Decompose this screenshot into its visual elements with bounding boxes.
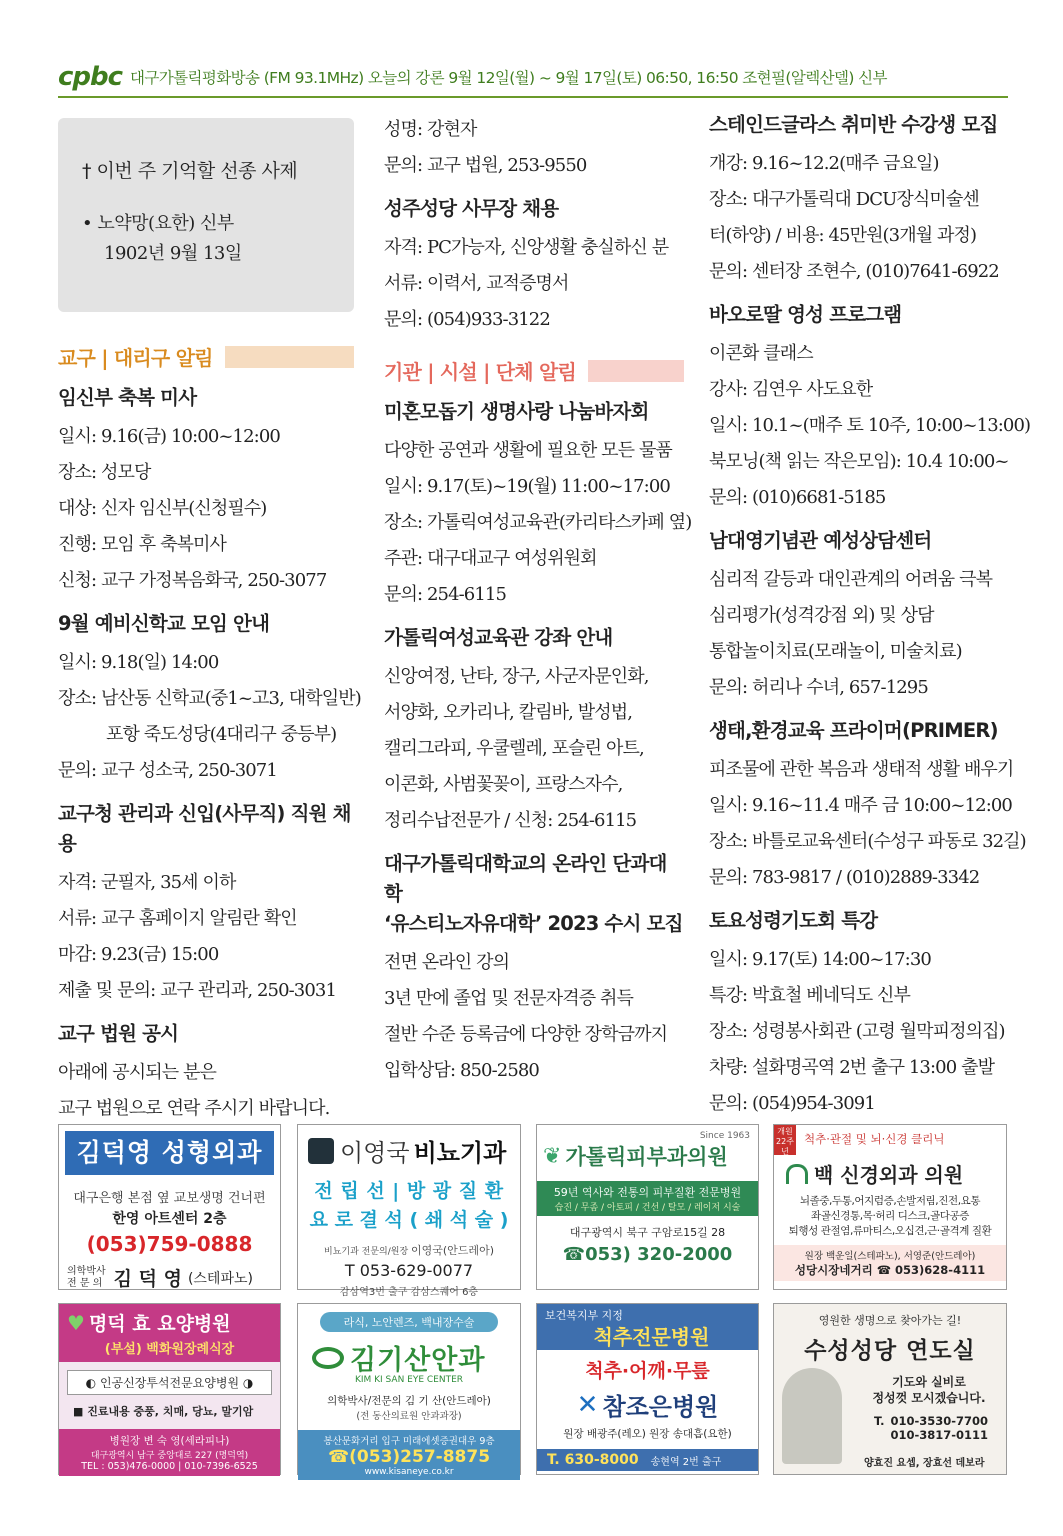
notice-line: 문의: (054)933-3122: [384, 309, 550, 330]
ad-title: 김기산안과: [350, 1345, 486, 1376]
notice-item: [58, 1019, 354, 1127]
notice-line: 아래에 공시되는 분은: [58, 1062, 217, 1083]
ad-phone: T 053-629-0077: [344, 1261, 474, 1280]
notice-line: 일시: 9.17(토) 14:00~17:30: [709, 949, 931, 970]
ad-since: Since 1963: [699, 1131, 750, 1141]
section-bar: [588, 360, 684, 382]
ad-doctor-name: 원장 배광주(레오) 원장 송대흡(요한): [563, 1428, 732, 1440]
notice-line: 입학상담: 850-2580: [384, 1060, 539, 1081]
notice-line: 문의: (010)6681-5185: [709, 487, 886, 508]
ad-line: 전 립 선 | 방 광 질 환: [314, 1180, 504, 1202]
ad-line: (전 동산의료원 안과과장): [356, 1411, 462, 1422]
ad-contact-names: 양효진 요셉, 장효선 데보라: [864, 1458, 985, 1469]
ad-doctor-saint: (스테파노): [187, 1270, 253, 1287]
heart-logo-icon: ♥: [67, 1310, 85, 1335]
memorial-title: † 이번 주 기억할 선종 사제: [82, 160, 298, 182]
notice-line: 이콘화 클래스: [709, 343, 813, 364]
notice-line: 정리수납전문가 / 신청: 254-6115: [384, 810, 637, 831]
notice-line: 캘리그라피, 우쿨렐레, 포슬린 아트,: [384, 738, 644, 759]
notice-line: 자격: PC가능자, 신앙생활 충실하신 분: [384, 237, 669, 258]
notice-line: 개강: 9.16~12.2(매주 금요일): [709, 153, 939, 174]
notice-line: 성명: 강현자: [384, 119, 477, 140]
notice-item: [384, 849, 684, 1089]
ad-doctor-name: 김 덕 영: [113, 1268, 182, 1290]
ad-line: 정성껏 모시겠습니다.: [872, 1391, 986, 1405]
notice-line: 장소: 가톨릭여성교육관(카리타스카페 옆): [384, 512, 692, 533]
notice-line: 장소: 성모당: [58, 462, 151, 483]
ad-line: 좌골신경통,목·허리 디스크,골다공증: [811, 1210, 969, 1222]
notice-line: 일시: 10.1~(매주 토 10주, 10:00~13:00): [709, 415, 1031, 436]
ad-line: 기도와 실비로: [892, 1375, 966, 1389]
notice-line: 문의: 교구 법원, 253-9550: [384, 155, 587, 176]
notice-line: 장소: 대구가톨릭대 DCU장식미술센: [709, 189, 979, 210]
ad-line: 뇌졸중,두통,어지럼증,손발저림,진전,요통: [799, 1195, 981, 1207]
notice-item: [384, 397, 692, 613]
ad-title: 김덕영 성형외과: [65, 1131, 274, 1175]
ad-tagline: 보건복지부 지정: [545, 1309, 623, 1322]
notice-line: 서양화, 오카리나, 칼림바, 발성법,: [384, 702, 633, 723]
notice-title: 바오로딸 영성 프로그램: [709, 303, 902, 326]
notice-item: [58, 609, 361, 789]
notice-line: 절반 수준 등록금에 다양한 장학금까지: [384, 1024, 668, 1045]
ad-kim-plastic-surgery[interactable]: [58, 1124, 281, 1290]
notice-item: [709, 300, 1031, 516]
notice-line: 다양한 공연과 생활에 필요한 모든 물품: [384, 440, 672, 461]
notice-title: 교구청 관리과 신입(사무직) 직원 채용: [58, 802, 351, 855]
column-diocese: [58, 112, 361, 1127]
ad-doctor-name: 이영국(안드레아): [411, 1244, 494, 1257]
ad-banner-sub: 습진 / 무좀 / 아토피 / 건선 / 탈모 / 레이저 시술: [554, 1203, 741, 1213]
notice-line: 장소: 성령봉사회관 (고령 월막피정의집): [709, 1021, 1005, 1042]
notice-item: [58, 383, 354, 599]
notice-line: 포항 죽도성당(4대리구 중등부): [106, 724, 337, 745]
notice-line: 문의: 교구 성소국, 250-3071: [58, 760, 277, 781]
section-header-organizations: [384, 356, 684, 385]
ad-caption: 전 문 의: [67, 1277, 103, 1289]
ad-catholic-dermatology[interactable]: [536, 1124, 759, 1290]
notice-line: 특강: 박효철 베네딕도 신부: [709, 985, 910, 1006]
ad-address: 대구광역시 북구 구암로15길 28: [569, 1226, 726, 1239]
notice-item: [709, 716, 1026, 896]
ad-address: 봉산문화거리 입구 미래에셋증권대우 9층: [323, 1436, 495, 1447]
notice-line: 심리적 갈등과 대인관계의 어려움 극복: [709, 569, 993, 590]
section-label: 기관 | 시설 | 단체 알림: [384, 360, 576, 384]
hospital-logo-icon: ✕: [576, 1389, 599, 1420]
notice-title: 남대영기념관 예성상담센터: [709, 529, 932, 552]
notice-item: [384, 623, 684, 839]
ad-caption: 의학박사: [67, 1265, 106, 1277]
notice-title: 미혼모돕기 생명사랑 나눔바자회: [384, 400, 649, 423]
notice-line: 터(하양) / 비용: 45만원(3개월 과정): [709, 225, 977, 246]
column-organizations-2: [709, 108, 1031, 1122]
ad-address: 대구광역시 남구 중앙대로 227 (명덕역): [90, 1451, 249, 1461]
ad-address: 송현역 2번 출구: [650, 1456, 722, 1468]
section-label: 교구 | 대리구 알림: [58, 346, 213, 370]
section-bar: [225, 346, 354, 368]
notice-line: 전면 온라인 강의: [384, 952, 510, 973]
notice-line: 피조물에 관한 복음과 생태적 생활 배우기: [709, 759, 1014, 780]
notice-line: 교구 법원으로 연락 주시기 바랍니다.: [58, 1098, 330, 1119]
notice-item: [58, 799, 354, 1009]
ad-title: 척추전문병원: [593, 1325, 710, 1349]
clinic-logo-icon: [786, 1164, 808, 1184]
ad-badge: 개원 22주년: [774, 1125, 796, 1155]
notice-line: 자격: 군필자, 35세 이하: [58, 872, 236, 893]
notice-line: 북모닝(책 읽는 작은모임): 10.4 10:00~: [709, 451, 1009, 472]
notice-line: 마감: 9.23(금) 15:00: [58, 944, 219, 965]
ad-line: 퇴행성 관절염,류마티스,오십견,근·골격계 질환: [788, 1225, 992, 1237]
notice-title: 임신부 축복 미사: [58, 386, 197, 409]
ad-logo-text: 이영국: [340, 1139, 410, 1167]
ad-suseong-memorial[interactable]: [773, 1303, 1007, 1475]
ad-banner: 59년 역사와 전통의 피부질환 전문병원: [553, 1186, 742, 1199]
notice-title: 대구가톨릭대학교의 온라인 단과대학: [384, 852, 667, 905]
notice-title: 가톨릭여성교육관 강좌 안내: [384, 626, 613, 649]
memorial-box: [58, 118, 354, 312]
section-header-diocese: [58, 342, 354, 371]
phone-prefix: T.: [874, 1414, 885, 1428]
ad-title: 수성성당 연도실: [804, 1338, 976, 1364]
ad-line: ■ 진료내용 중풍, 치매, 당뇨, 말기암: [73, 1405, 254, 1418]
ad-tagline: 영원한 생명으로 찾아가는 길!: [818, 1314, 962, 1327]
ad-caption: 비뇨기과 전문의/원장: [324, 1247, 409, 1257]
eye-logo-icon: [312, 1347, 344, 1369]
ad-doctor-name: 병원장 변 숙 영(세라피나): [109, 1435, 230, 1447]
ad-tagline: 척추·관절 및 뇌·신경 클리닉: [804, 1132, 945, 1146]
notice-line: 진행: 모임 후 축복미사: [58, 534, 227, 555]
ad-title: 가톨릭피부과의원: [565, 1145, 728, 1169]
ad-feature-box: ◐ 인공신장투석전문요양병원 ◑: [67, 1370, 272, 1395]
ad-address: 감삼역3번 출구 감삼스퀘어 6층: [339, 1287, 479, 1298]
notice-line: 문의: 허리나 수녀, 657-1295: [709, 677, 928, 698]
ad-doctor-name: 의학박사/전문의 김 기 산(안드레아): [327, 1395, 491, 1407]
notice-item: [384, 194, 684, 338]
memorial-priest-name: • 노약망(요한) 신부: [82, 213, 234, 234]
ad-subtitle: (부설) 백화원장례식장: [104, 1342, 235, 1357]
notice-title: 생태,환경교육 프라이머(PRIMER): [709, 719, 998, 742]
notice-title: 토요성령기도회 특강: [709, 909, 878, 932]
ad-title: 비뇨기과: [413, 1139, 507, 1167]
notice-line: 일시: 9.17(토)~19(월) 11:00~17:00: [384, 476, 670, 497]
notice-line: 이콘화, 사범꽃꽂이, 프랑스자수,: [384, 774, 623, 795]
ad-phone: T. 630-8000: [547, 1452, 639, 1468]
notice-line: 제출 및 문의: 교구 관리과, 250-3031: [58, 980, 337, 1001]
ad-line: 대구은행 본점 옆 교보생명 건너편: [73, 1191, 266, 1206]
ad-kim-eye-center[interactable]: [297, 1303, 521, 1475]
notice-line: 신앙여정, 난타, 장구, 사군자문인화,: [384, 666, 649, 687]
notice-line: 문의: 254-6115: [384, 584, 507, 605]
ad-phone: ☎ 053)628-4111: [876, 1263, 986, 1277]
notice-line: 심리평가(성격강점 외) 및 상담: [709, 605, 934, 626]
notice-title: 9월 예비신학교 모임 안내: [58, 612, 270, 635]
notice-line: 장소: 남산동 신학교(중1~고3, 대학일반): [58, 688, 361, 709]
notice-line: 강사: 김연우 사도요한: [709, 379, 873, 400]
ad-title: 백 신경외과 의원: [814, 1163, 964, 1187]
notice-line: 일시: 9.16~11.4 매주 금 10:00~12:00: [709, 795, 1012, 816]
notice-line: 문의: 센터장 조현수, (010)7641-6922: [709, 261, 999, 282]
notice-line: 문의: 783-9817 / (010)2889-3342: [709, 867, 980, 888]
notice-item: [709, 526, 1009, 706]
ad-line: 요 로 결 석 ( 쇄 석 술 ): [309, 1209, 509, 1231]
ad-website: www.kisaneye.co.kr: [364, 1467, 454, 1477]
ad-title-english: KIM KI SAN EYE CENTER: [354, 1375, 464, 1385]
notice-title: ‘유스티노자유대학’ 2023 수시 모집: [384, 912, 683, 935]
notice-line: 통합놀이치료(모래놀이, 미술치료): [709, 641, 962, 662]
ad-phone: TEL : 053)476-0000 | 010-7396-6525: [81, 1461, 258, 1472]
ad-doctor-name: 원장 백운일(스테파노), 서영준(안드레아): [804, 1251, 976, 1262]
ad-address: 성당시장네거리: [794, 1263, 873, 1277]
ad-phone: ☎(053)257-8875: [327, 1447, 491, 1467]
page-header: [58, 58, 1008, 98]
ad-lee-urology[interactable]: [297, 1124, 521, 1298]
memorial-date: 1902년 9월 13일: [104, 243, 242, 264]
notice-line: 문의: (054)954-3091: [709, 1093, 875, 1114]
ad-tagline: 라식, 노안렌즈, 백내장수술: [320, 1312, 498, 1332]
clinic-logo-icon: [308, 1138, 334, 1164]
cpbc-logo: cpbc: [58, 62, 123, 92]
leaf-icon: ❦: [543, 1143, 562, 1169]
ad-phone: (053)759-0888: [86, 1232, 253, 1256]
notice-line: 신청: 교구 가정복음화국, 250-3077: [58, 570, 327, 591]
notice-line: 일시: 9.18(일) 14:00: [58, 652, 219, 673]
ad-baek-neurosurgery[interactable]: [773, 1124, 1007, 1290]
notice-title: 스테인드글라스 취미반 수강생 모집: [709, 113, 998, 136]
notice-line: 차량: 설화명곡역 2번 출구 13:00 출발: [709, 1057, 995, 1078]
ad-line: 한영 아트센터 2층: [112, 1211, 227, 1227]
ad-hospital-name: 참조은병원: [602, 1393, 719, 1421]
ad-chamjoeun-hospital[interactable]: [536, 1303, 759, 1475]
notice-title: 교구 법원 공시: [58, 1022, 179, 1045]
ad-phone: 010-3817-0111: [890, 1428, 989, 1442]
notice-title: 성주성당 사무장 채용: [384, 197, 559, 220]
notice-line: 대상: 신자 임신부(신청필수): [58, 498, 267, 519]
header-text: 대구가톨릭평화방송 (FM 93.1MHz) 오늘의 강론 9월 12일(월) ~ 9월 17일(토) 06:50, 16:50 조현필(알렉산델) 신부: [130, 69, 887, 87]
ad-subtitle: 척추·어깨·무릎: [585, 1360, 710, 1382]
notice-line: 장소: 바틀로교육센터(수성구 파동로 32길): [709, 831, 1026, 852]
notice-line: 서류: 교구 홈페이지 알림란 확인: [58, 908, 297, 929]
notice-line: 주관: 대구대교구 여성위원회: [384, 548, 597, 569]
column-organizations: [384, 112, 692, 1089]
notice-line: 3년 만에 졸업 및 전문자격증 취득: [384, 988, 634, 1009]
notice-item: [709, 906, 1009, 1122]
ad-myeongdeok-hospital[interactable]: [58, 1303, 281, 1475]
ad-phone: 010-3530-7700: [890, 1414, 989, 1428]
mary-statue-icon: [782, 1368, 842, 1464]
ad-title: 명덕 효 요양병원: [88, 1313, 231, 1335]
notice-line: 서류: 이력서, 교적증명서: [384, 273, 569, 294]
ad-phone: ☎053) 320-2000: [562, 1244, 733, 1265]
notice-item: [709, 110, 1009, 290]
notice-line: 일시: 9.16(금) 10:00~12:00: [58, 426, 280, 447]
